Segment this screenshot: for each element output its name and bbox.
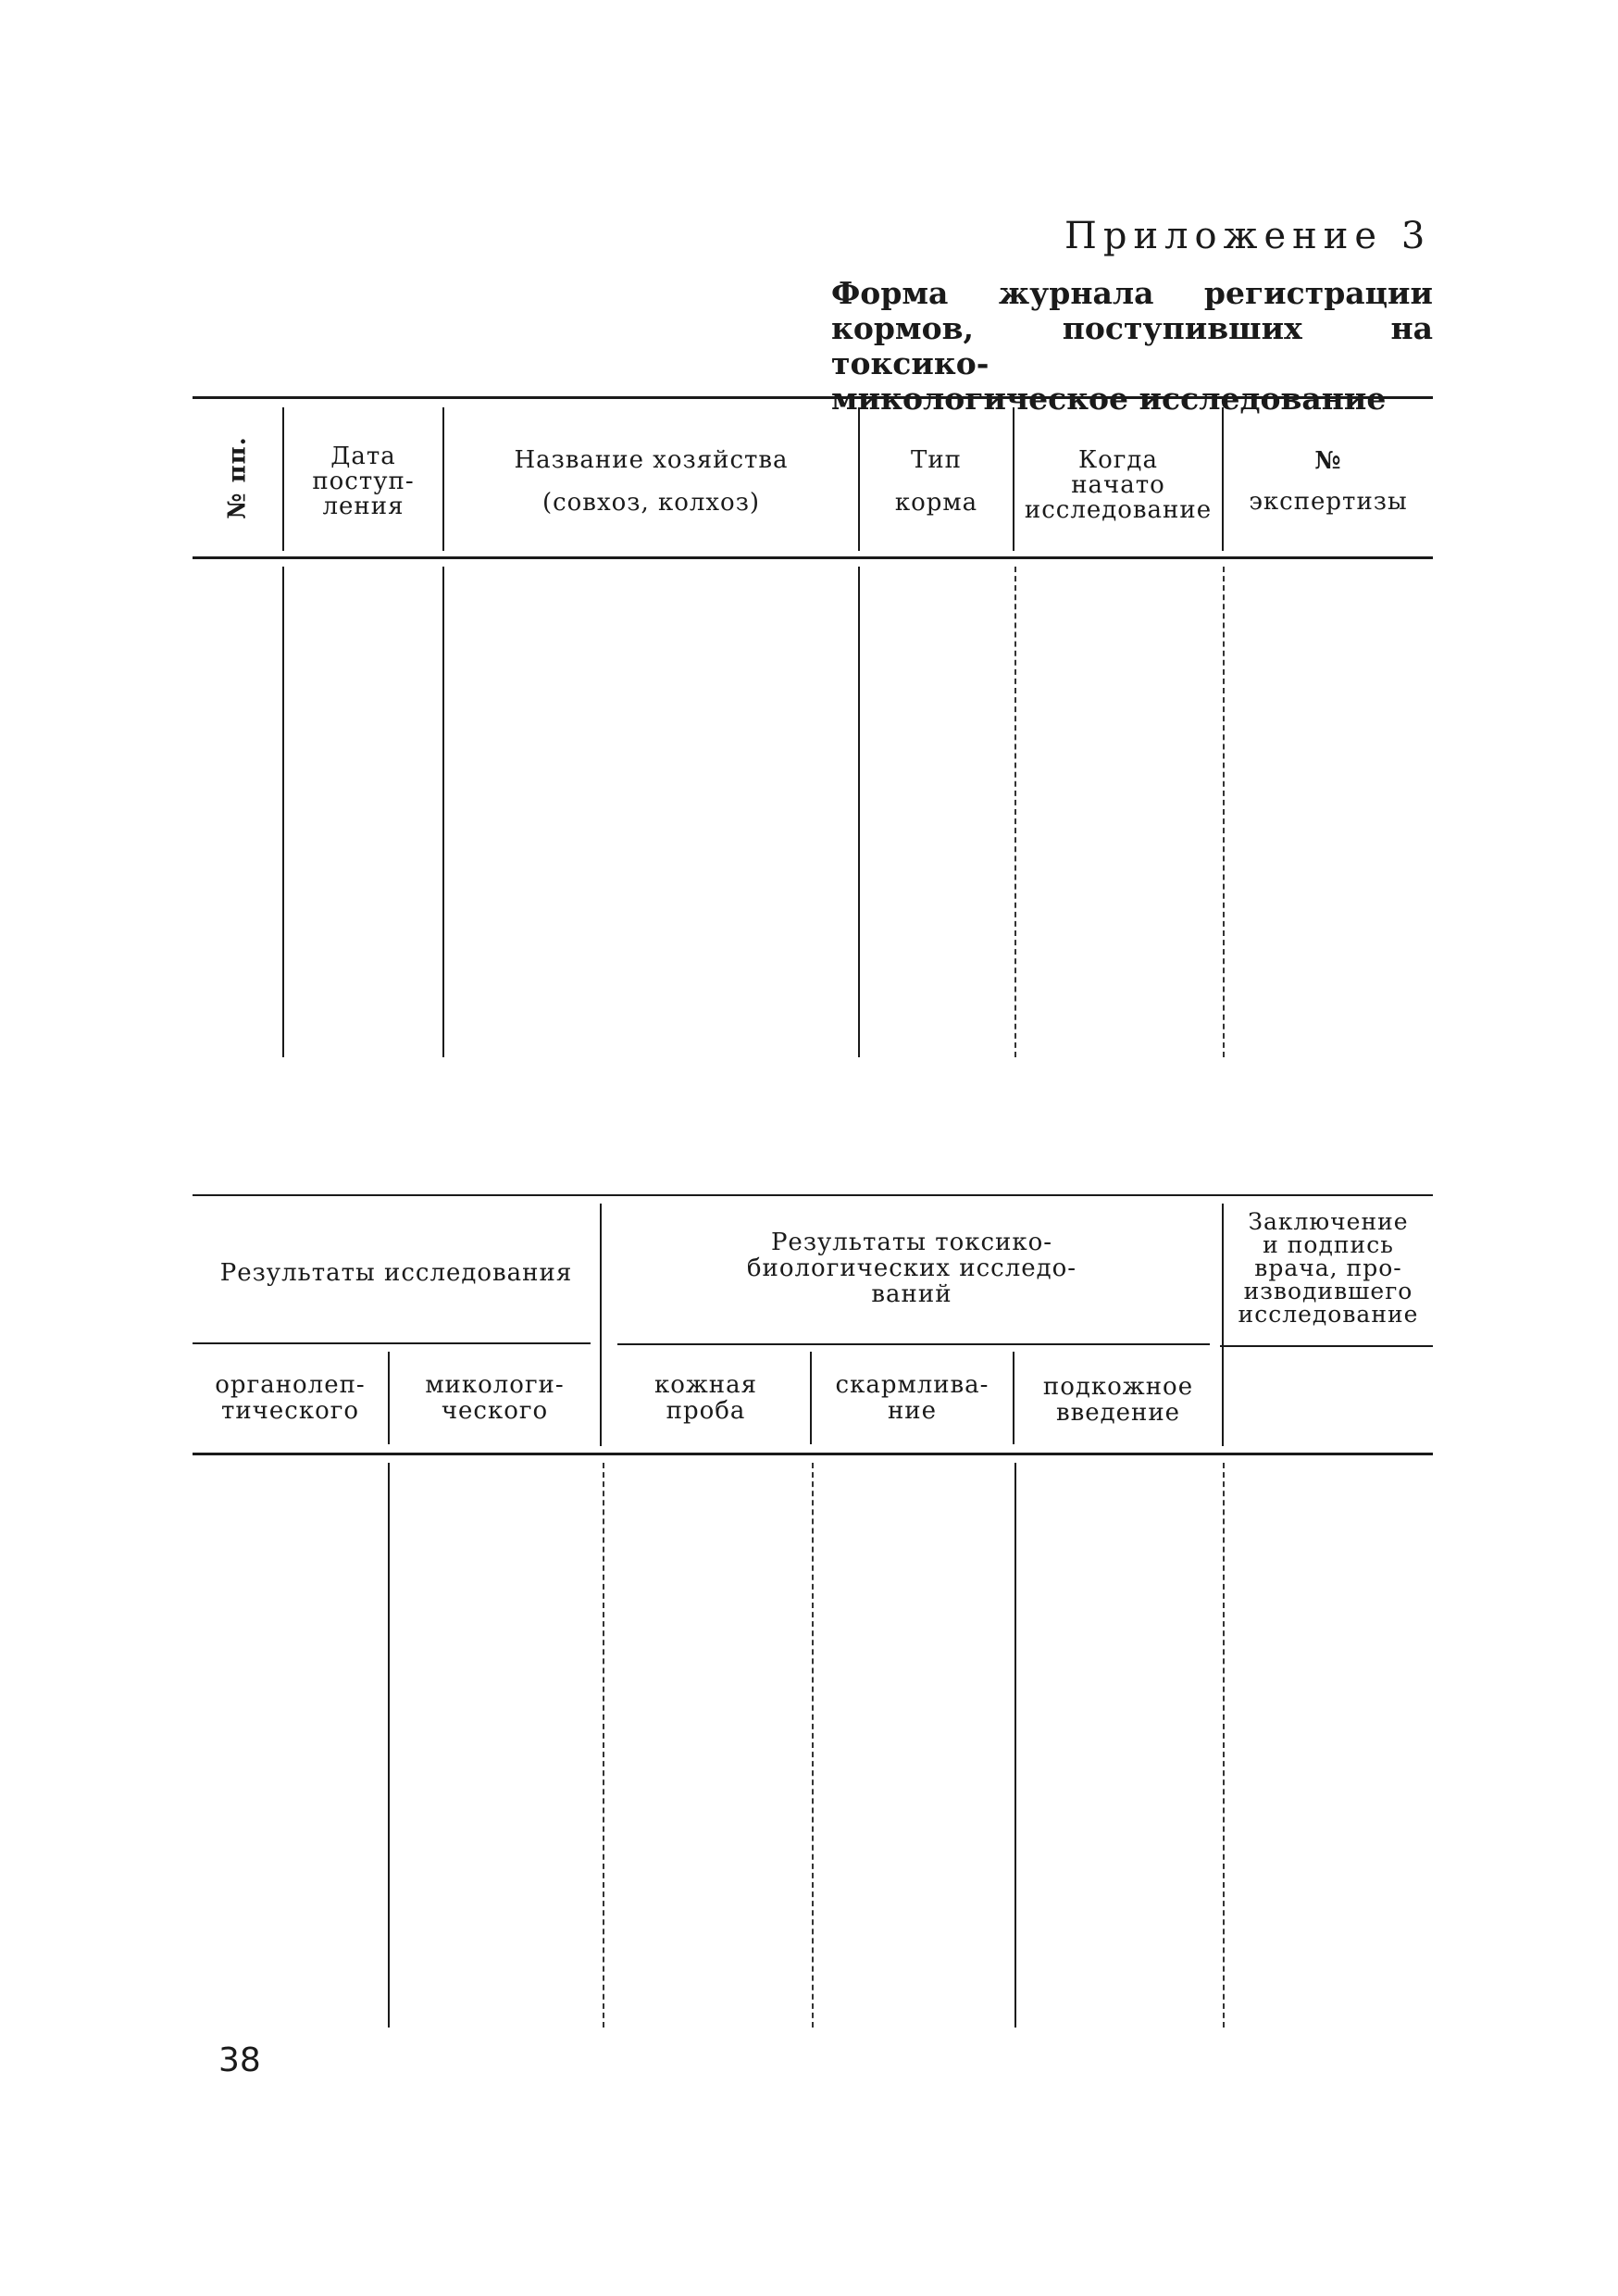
header-farm-line-1: Название хозяйства [514,446,789,474]
table2-divider [812,1463,814,2028]
header-mycological-line-1: микологи- [425,1371,565,1399]
header-toxbio-line-2: биологических исследо- [746,1254,1077,1282]
header-skin-test [602,1352,810,1444]
header-mycological [390,1352,600,1444]
header-feeding [812,1352,1013,1444]
header-start-date [1014,439,1222,531]
table2-divider [1014,1463,1016,2028]
table1-divider [858,567,860,1057]
header-date-line-1: Дата [330,442,396,470]
header-subcutaneous-line-2: введение [1055,1399,1181,1427]
table2-divider [603,1463,604,2028]
table2-subheader-rule [617,1343,1210,1345]
header-toxbio-results [602,1204,1222,1333]
header-feed-type-line-1: Тип [911,446,962,474]
header-feeding-line-2: ние [887,1397,938,1425]
header-subcutaneous-line-1: подкожное [1042,1373,1194,1401]
header-date [284,435,442,528]
header-research-results [193,1222,600,1324]
table1-divider [442,567,444,1057]
header-expertise-number [1224,435,1433,528]
header-start-line-1: Когда [1078,445,1158,474]
header-feeding-line-1: скармлива- [835,1371,989,1399]
header-toxbio-line-3: ваний [871,1280,952,1308]
table2-header-rule [193,1453,1433,1455]
header-mycological-line-2: ческого [441,1397,549,1425]
table1-header-rule [193,556,1433,559]
table2-divider [388,1463,390,2028]
header-organoleptic [193,1352,388,1444]
header-subcutaneous [1014,1354,1222,1446]
table2-subheader-rule [193,1342,591,1344]
header-conclusion-line-1: Заключение [1248,1207,1409,1235]
header-number-label: № пп. [223,435,252,519]
table2-top-rule [193,1194,1433,1196]
header-research-results-label: Результаты исследования [219,1259,573,1287]
table2-subheader-rule [1220,1345,1433,1347]
header-start-line-3: исследование [1024,495,1213,524]
header-feed-type-line-2: корма [894,489,978,517]
header-expertise-line-2: экспертизы [1249,488,1408,516]
header-conclusion-line-5: исследование [1238,1300,1419,1328]
appendix-title: Приложение 3 [1064,215,1432,257]
header-start-line-2: начато [1071,470,1165,499]
header-farm-line-2: (совхоз, колхоз) [541,489,761,517]
header-farm-name [444,435,858,528]
header-number [193,400,282,555]
page-number: 38 [218,2041,261,2079]
header-conclusion-line-3: врача, про- [1254,1254,1402,1281]
header-conclusion-line-2: и подпись [1263,1230,1394,1258]
header-date-line-2: поступ- [312,467,415,495]
subtitle-line-1: Форма журнала регистрации [831,275,1433,311]
table1-divider [1014,567,1016,1057]
header-toxbio-line-1: Результаты токсико- [770,1229,1053,1256]
table1-divider [282,567,284,1057]
header-date-line-3: ления [322,492,404,520]
header-organoleptic-line-2: тического [220,1397,359,1425]
header-organoleptic-line-1: органолеп- [215,1371,366,1399]
table2-divider [1223,1463,1225,2028]
header-skin-line-2: проба [666,1397,746,1425]
subtitle-line-3: микологическое исследование [831,381,1387,417]
table1-top-rule [193,396,1433,399]
table1-divider [1223,567,1225,1057]
header-conclusion-line-4: изводившего [1243,1277,1413,1304]
header-conclusion [1224,1198,1433,1337]
subtitle-line-2: кормов, поступивших на токсико- [831,310,1433,381]
header-skin-line-1: кожная [653,1371,758,1399]
header-expertise-line-1: № [1314,447,1342,475]
header-feed-type [860,435,1013,528]
